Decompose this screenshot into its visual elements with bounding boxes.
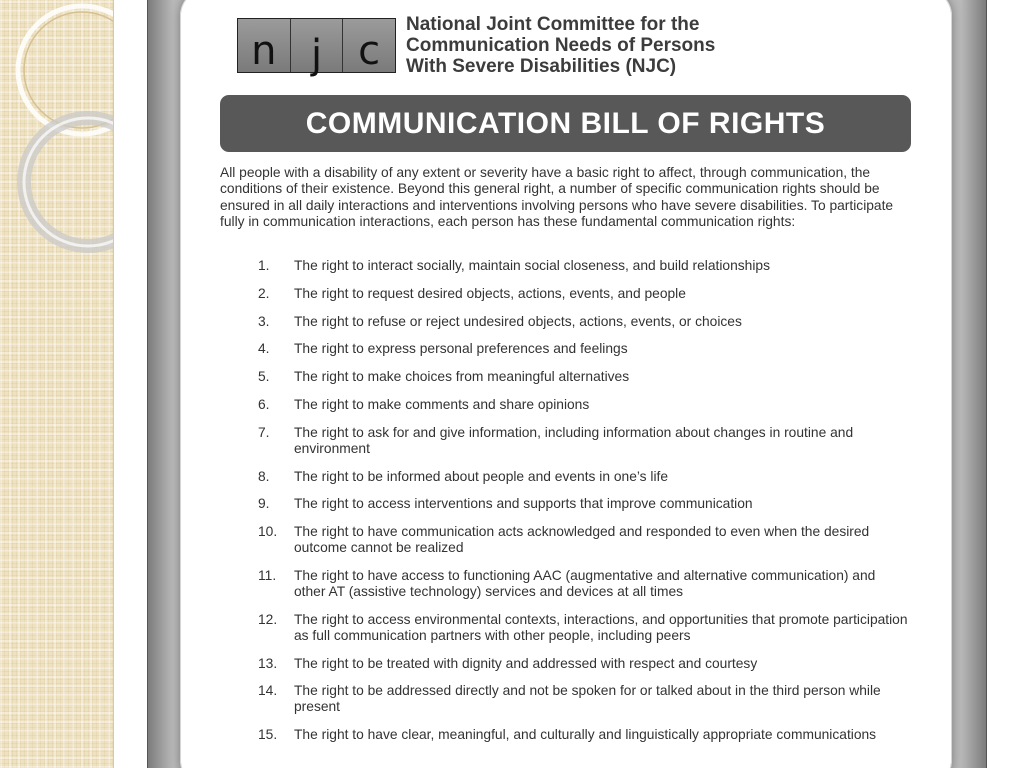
rights-list [258,258,908,755]
logo-letter-box: n [238,19,290,72]
item-text: The right to have access to functioning AAC (augmentative and alternative communication) and other AT (assistive technology) services and devices at all times [294,567,876,599]
item-number: 7. [258,424,270,440]
org-title-line: National Joint Committee for the [406,14,700,35]
item-number: 11. [258,567,277,583]
list-item [258,524,908,556]
logo-letter-box: j [290,19,343,72]
list-item [258,369,908,385]
item-number: 9. [258,496,270,512]
decorative-side-strip [0,0,114,768]
item-text: The right to refuse or reject undesired objects, actions, events, or choices [294,313,742,329]
item-text: The right to express personal preferences and feelings [294,341,628,357]
item-number: 2. [258,285,270,301]
list-item [258,656,908,672]
item-text: The right to make comments and share opinions [294,396,590,412]
item-number: 8. [258,468,270,484]
bill-of-rights-banner: COMMUNICATION BILL OF RIGHTS [220,95,911,152]
njc-logo [237,18,396,78]
item-number: 10. [258,524,278,540]
list-item [258,397,908,413]
item-text: The right to have clear, meaningful, and culturally and linguistically appropriate communications [294,727,877,743]
list-item [258,727,908,743]
item-number: 3. [258,313,270,329]
list-item [258,286,908,302]
page-gutter [114,0,147,768]
decorative-rings-graphic [0,0,113,768]
list-item [258,496,908,512]
item-number: 12. [258,611,278,627]
item-text: The right to ask for and give information, including information about changes in routine and environment [294,424,854,456]
intro-paragraph: All people with a disability of any extent or severity have a basic right to affect, through communication, the conditions of their existence. Beyond this general right, a number of specific communication rights should be ensured in all daily interactions and interventions involving persons who have severe disabilities. To participate fully in communication interactions, each person has these fundamental communication rights: [220,165,894,230]
item-text: The right to access environmental contexts, interactions, and opportunities that promote participation as full communication partners with other people, including peers [294,611,908,643]
list-item [258,314,908,330]
list-item [258,568,908,600]
org-title-line: Communication Needs of Persons [406,35,716,56]
item-number: 4. [258,341,270,357]
list-item [258,258,908,274]
list-item [258,612,908,644]
item-number: 5. [258,369,270,385]
item-number: 14. [258,683,278,699]
item-text: The right to request desired objects, actions, events, and people [294,285,686,301]
org-title-line: With Severe Disabilities (NJC) [406,56,677,77]
item-text: The right to be treated with dignity and addressed with respect and courtesy [294,655,758,671]
logo-letter-box: c [342,19,395,72]
item-number: 6. [258,396,270,412]
list-item [258,425,908,457]
item-number: 13. [258,655,278,671]
item-number: 1. [258,258,270,273]
item-text: The right to interact socially, maintain social closeness, and build relationships [294,258,770,273]
item-number: 15. [258,727,278,743]
item-text: The right to access interventions and supports that improve communication [294,496,753,512]
list-item [258,469,908,485]
organization-title [406,14,715,77]
item-text: The right to have communication acts acknowledged and responded to even when the desired outcome cannot be realized [294,524,870,556]
item-text: The right to be addressed directly and not be spoken for or talked about in the third person while present [294,683,881,715]
item-text: The right to be informed about people and events in one’s life [294,468,669,484]
list-item [258,341,908,357]
list-item [258,683,908,715]
item-text: The right to make choices from meaningful alternatives [294,369,630,385]
